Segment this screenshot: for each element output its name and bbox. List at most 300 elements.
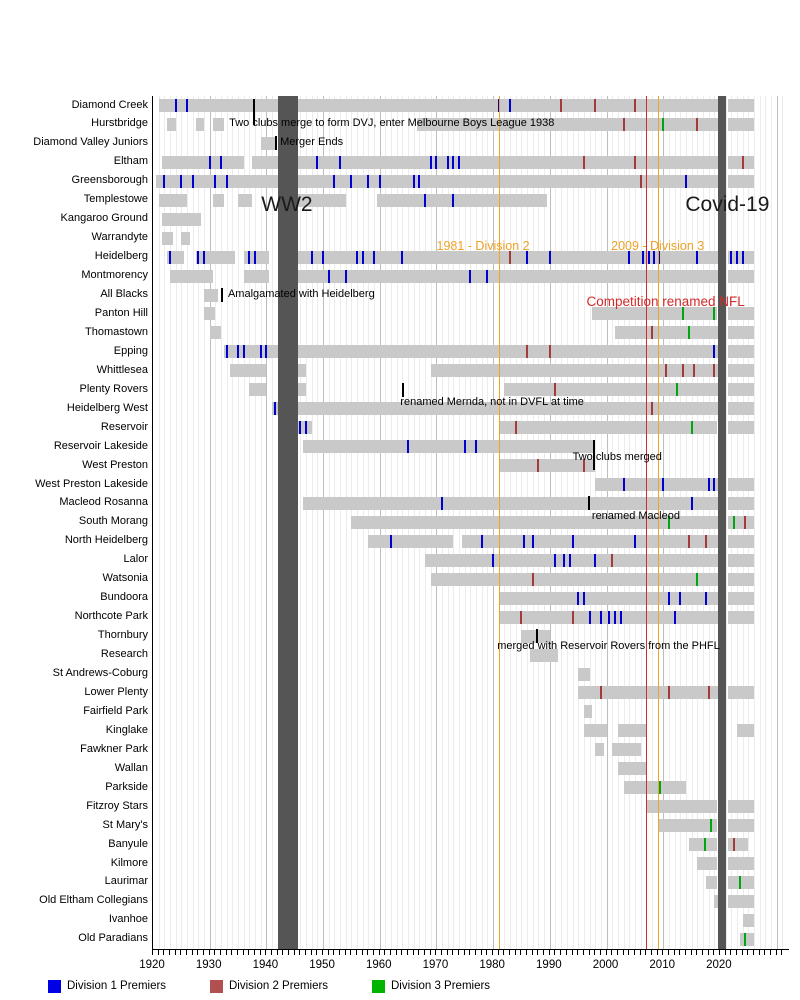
- axis-tick: [260, 950, 261, 955]
- period-label: 1981 - Division 2: [436, 239, 530, 253]
- axis-tick: [770, 950, 771, 955]
- club-label: Parkside: [105, 780, 148, 793]
- club-label: Reservoir Lakeside: [53, 439, 148, 452]
- premiership-tick-division1: [583, 592, 585, 605]
- premiership-tick-division1: [674, 611, 676, 624]
- premiership-tick-division1: [742, 251, 744, 264]
- axis-tick: [537, 950, 538, 955]
- club-label: Fawkner Park: [80, 742, 148, 755]
- club-label: Thornbury: [97, 629, 148, 642]
- existence-bar: [230, 364, 267, 377]
- axis-tick: [623, 950, 624, 955]
- axis-tick: [254, 950, 255, 955]
- premiership-tick-division1: [209, 156, 211, 169]
- year-gridline: [771, 96, 772, 949]
- premiership-tick-division1: [339, 156, 341, 169]
- premiership-tick-division1: [441, 497, 443, 510]
- axis-tick: [418, 950, 419, 955]
- existence-bar: [224, 345, 278, 358]
- axis-tick: [589, 950, 590, 955]
- club-label: Lalor: [123, 553, 148, 566]
- club-label: Epping: [113, 344, 148, 357]
- premiership-tick-division2: [688, 535, 690, 548]
- axis-tick: [577, 950, 578, 955]
- year-gridline: [244, 96, 245, 949]
- premiership-tick-division1: [401, 251, 403, 264]
- premiership-tick-division2: [526, 345, 528, 358]
- premiership-tick-division1: [554, 554, 556, 567]
- axis-tick: [180, 950, 181, 955]
- existence-bar: [162, 213, 202, 226]
- division2-swatch: [210, 980, 223, 993]
- premiership-tick-division1: [220, 156, 222, 169]
- axis-tick: [628, 950, 629, 955]
- axis-tick: [282, 950, 283, 955]
- premiership-tick-division1: [248, 251, 250, 264]
- premiership-tick-division1: [311, 251, 313, 264]
- axis-tick: [345, 950, 346, 955]
- premiership-tick-division3: [659, 781, 661, 794]
- axis-tick: [600, 950, 601, 955]
- axis-tick: [175, 950, 176, 955]
- year-gridline: [272, 96, 273, 949]
- existence-bar: [213, 194, 224, 207]
- axis-tick: [696, 950, 697, 955]
- axis-tick: [197, 950, 198, 955]
- premiership-tick-division1: [469, 270, 471, 283]
- axis-tick: [606, 950, 607, 955]
- axis-tick: [662, 950, 663, 955]
- axis-year-label: 1930: [195, 959, 222, 971]
- existence-bar: [504, 383, 719, 396]
- existence-bar: [595, 743, 604, 756]
- premiership-tick-division1: [600, 611, 602, 624]
- axis-tick: [158, 950, 159, 955]
- axis-tick: [685, 950, 686, 955]
- annotation-label: Merger Ends: [280, 136, 344, 149]
- premiership-tick-division1: [226, 345, 228, 358]
- existence-bar: [728, 307, 754, 320]
- existence-bar: [728, 326, 754, 339]
- year-gridline: [329, 96, 330, 949]
- axis-tick: [759, 950, 760, 955]
- club-label: Montmorency: [81, 269, 148, 282]
- axis-tick: [776, 950, 777, 955]
- premiership-tick-division1: [435, 156, 437, 169]
- existence-bar: [431, 573, 720, 586]
- premiership-tick-division1: [418, 175, 420, 188]
- premiership-tick-division1: [390, 535, 392, 548]
- club-label: Kinglake: [105, 723, 148, 736]
- axis-tick: [515, 950, 516, 955]
- annotation-tick: [221, 288, 223, 302]
- existence-bar: [431, 364, 720, 377]
- axis-tick: [413, 950, 414, 955]
- axis-tick: [322, 950, 323, 955]
- legend-label: Division 2 Premiers: [229, 980, 329, 992]
- axis-tick: [379, 950, 380, 955]
- premiership-tick-division1: [730, 251, 732, 264]
- existence-bar: [728, 118, 754, 131]
- axis-tick: [430, 950, 431, 955]
- premiership-tick-division1: [305, 421, 307, 434]
- axis-tick: [265, 950, 266, 955]
- premiership-tick-division1: [713, 478, 715, 491]
- existence-bar: [303, 440, 595, 453]
- axis-tick: [220, 950, 221, 955]
- axis-tick: [452, 950, 453, 955]
- axis-tick: [311, 950, 312, 955]
- premiership-tick-division1: [424, 194, 426, 207]
- premiership-tick-division1: [260, 345, 262, 358]
- premiership-tick-division2: [537, 459, 539, 472]
- axis-tick: [498, 950, 499, 955]
- axis-tick: [333, 950, 334, 955]
- legend-label: Division 3 Premiers: [391, 980, 491, 992]
- axis-tick: [186, 950, 187, 955]
- premiership-tick-division2: [682, 364, 684, 377]
- decade-gridline: [210, 96, 211, 949]
- axis-tick: [532, 950, 533, 955]
- premiership-tick-division1: [447, 156, 449, 169]
- premiership-tick-division1: [299, 421, 301, 434]
- axis-tick: [469, 950, 470, 955]
- axis-tick: [736, 950, 737, 955]
- premiership-tick-division3: [696, 573, 698, 586]
- axis-tick: [271, 950, 272, 955]
- axis-tick: [702, 950, 703, 955]
- existence-bar: [167, 118, 176, 131]
- premiership-tick-division3: [682, 307, 684, 320]
- club-label: Heidelberg: [94, 250, 148, 263]
- axis-tick: [248, 950, 249, 955]
- annotation-tick: [402, 383, 404, 397]
- year-gridline: [760, 96, 761, 949]
- year-gridline: [215, 96, 216, 949]
- axis-tick: [742, 950, 743, 955]
- axis-tick: [781, 950, 782, 955]
- division2-start-line: [499, 96, 500, 949]
- premiership-tick-division2: [520, 611, 522, 624]
- existence-bar: [425, 554, 720, 567]
- axis-tick: [691, 950, 692, 955]
- year-gridline: [782, 96, 783, 949]
- premiership-tick-division2: [733, 838, 735, 851]
- premiership-tick-division1: [634, 535, 636, 548]
- axis-tick: [719, 950, 720, 955]
- axis-tick: [543, 950, 544, 955]
- premiership-tick-division1: [572, 535, 574, 548]
- axis-tick: [486, 950, 487, 955]
- axis-tick: [657, 950, 658, 955]
- premiership-tick-division1: [243, 345, 245, 358]
- premiership-tick-division1: [532, 535, 534, 548]
- premiership-tick-division1: [226, 175, 228, 188]
- year-gridline: [346, 96, 347, 949]
- premiership-tick-division3: [739, 876, 741, 889]
- premiership-tick-division1: [345, 270, 347, 283]
- existence-bar: [462, 535, 720, 548]
- year-gridline: [232, 96, 233, 949]
- premiership-tick-division2: [665, 364, 667, 377]
- existence-bar: [728, 686, 754, 699]
- existence-bar: [170, 270, 213, 283]
- year-gridline: [312, 96, 313, 949]
- division3-swatch: [372, 980, 385, 993]
- existence-bar: [238, 194, 252, 207]
- existence-bar: [728, 497, 754, 510]
- axis-tick: [237, 950, 238, 955]
- premiership-tick-division2: [668, 686, 670, 699]
- existence-bar: [728, 592, 754, 605]
- club-label: Templestowe: [83, 193, 148, 206]
- axis-tick: [441, 950, 442, 955]
- premiership-tick-division1: [322, 251, 324, 264]
- year-gridline: [340, 96, 341, 949]
- axis-tick: [764, 950, 765, 955]
- axis-tick: [231, 950, 232, 955]
- premiership-tick-division1: [713, 345, 715, 358]
- existence-bar: [298, 156, 720, 169]
- premiership-tick-division1: [486, 270, 488, 283]
- existence-bar: [706, 876, 717, 889]
- axis-year-label: 1970: [422, 959, 449, 971]
- club-label: St Mary's: [102, 818, 148, 831]
- premiership-tick-division1: [237, 345, 239, 358]
- axis-tick: [503, 950, 504, 955]
- year-gridline: [159, 96, 160, 949]
- decade-gridline: [777, 96, 778, 949]
- axis-tick: [509, 950, 510, 955]
- club-label: Whittlesea: [96, 363, 148, 376]
- axis-tick: [384, 950, 385, 955]
- club-label: Old Eltham Collegians: [39, 894, 148, 907]
- axis-tick: [549, 950, 550, 955]
- axis-tick: [713, 950, 714, 955]
- club-label: Kilmore: [110, 856, 148, 869]
- club-label: Heidelberg West: [66, 401, 148, 414]
- axis-tick: [520, 950, 521, 955]
- axis-tick: [192, 950, 193, 955]
- axis-tick: [611, 950, 612, 955]
- axis-tick: [674, 950, 675, 955]
- existence-bar: [728, 535, 754, 548]
- annotation-tick: [588, 496, 590, 510]
- axis-tick: [390, 950, 391, 955]
- existence-bar: [728, 819, 754, 832]
- axis-tick: [396, 950, 397, 955]
- existence-bar: [244, 270, 270, 283]
- existence-bar: [728, 99, 754, 112]
- club-label: Old Paradians: [78, 932, 148, 945]
- premiership-tick-division1: [452, 156, 454, 169]
- period-label: 2009 - Division 3: [611, 239, 705, 253]
- axis-tick: [203, 950, 204, 955]
- axis-tick: [407, 950, 408, 955]
- axis-tick: [572, 950, 573, 955]
- existence-bar: [298, 345, 720, 358]
- premiership-tick-division1: [407, 440, 409, 453]
- premiership-tick-division1: [481, 535, 483, 548]
- club-label: Fitzroy Stars: [86, 799, 148, 812]
- premiership-tick-division1: [350, 175, 352, 188]
- year-gridline: [765, 96, 766, 949]
- division1-swatch: [48, 980, 61, 993]
- existence-bar: [499, 421, 717, 434]
- existence-bar: [499, 592, 720, 605]
- club-label: Lower Plenty: [84, 685, 148, 698]
- premiership-tick-division1: [614, 611, 616, 624]
- premiership-tick-division2: [634, 156, 636, 169]
- annotation-tick: [275, 136, 277, 150]
- premiership-tick-division2: [554, 383, 556, 396]
- premiership-tick-division2: [560, 99, 562, 112]
- axis-year-label: 2010: [649, 959, 675, 971]
- club-label: Kangaroo Ground: [60, 212, 148, 225]
- axis-tick: [481, 950, 482, 955]
- existence-bar: [728, 838, 748, 851]
- annotation-label: Two clubs merge to form DVJ, enter Melbourne Boys League 1938: [229, 117, 555, 130]
- club-label: West Preston: [82, 458, 148, 471]
- existence-bar: [156, 175, 720, 188]
- existence-bar: [728, 573, 754, 586]
- plot-area: [152, 96, 788, 949]
- existence-bar: [615, 326, 720, 339]
- club-label: St Andrews-Coburg: [52, 667, 148, 679]
- existence-bar: [162, 156, 244, 169]
- axis-tick: [288, 950, 289, 955]
- axis-year-label: 1940: [252, 959, 279, 971]
- existence-bar: [728, 611, 754, 624]
- premiership-tick-division1: [274, 402, 276, 415]
- axis-year-label: 1950: [309, 959, 335, 971]
- existence-bar: [728, 800, 754, 813]
- premiership-tick-division1: [367, 175, 369, 188]
- premiership-tick-division1: [186, 99, 188, 112]
- premiership-tick-division2: [572, 611, 574, 624]
- axis-tick: [350, 950, 351, 955]
- axis-tick: [554, 950, 555, 955]
- premiership-tick-division2: [600, 686, 602, 699]
- annotation-label: Amalgamated with Heidelberg: [227, 288, 375, 300]
- premiership-tick-division2: [611, 554, 613, 567]
- axis-tick: [214, 950, 215, 955]
- existence-bar: [584, 724, 607, 737]
- annotation-label: Two clubs merged: [572, 450, 662, 463]
- premiership-tick-division1: [589, 611, 591, 624]
- axis-tick: [226, 950, 227, 955]
- axis-year-label: 2020: [706, 959, 732, 971]
- axis-tick: [747, 950, 748, 955]
- existence-bar: [204, 307, 215, 320]
- premiership-tick-division1: [163, 175, 165, 188]
- axis-tick: [362, 950, 363, 955]
- club-label: Thomastown: [85, 325, 148, 338]
- existence-bar: [210, 326, 221, 339]
- axis-tick: [464, 950, 465, 955]
- axis-year-label: 2000: [592, 959, 619, 971]
- premiership-tick-division3: [733, 516, 735, 529]
- existence-bar: [584, 705, 593, 718]
- existence-bar: [728, 402, 754, 415]
- premiership-tick-division1: [594, 554, 596, 567]
- premiership-tick-division3: [704, 838, 706, 851]
- decade-gridline: [323, 96, 324, 949]
- premiership-tick-division1: [705, 592, 707, 605]
- premiership-tick-division1: [736, 251, 738, 264]
- premiership-tick-division1: [379, 175, 381, 188]
- premiership-tick-division1: [668, 592, 670, 605]
- axis-tick: [651, 950, 652, 955]
- club-label: North Heidelberg: [64, 534, 148, 547]
- club-label: Ivanhoe: [108, 913, 148, 926]
- premiership-tick-division2: [583, 156, 585, 169]
- existence-bar: [196, 118, 205, 131]
- axis-tick: [583, 950, 584, 955]
- year-gridline: [227, 96, 228, 949]
- axis-tick: [294, 950, 295, 955]
- premiership-tick-division1: [475, 440, 477, 453]
- premiership-tick-division2: [515, 421, 517, 434]
- year-gridline: [306, 96, 307, 949]
- annotation-label: renamed Macleod: [591, 509, 680, 522]
- premiership-tick-division2: [532, 573, 534, 586]
- premiership-tick-division3: [691, 421, 693, 434]
- existence-bar: [728, 876, 754, 889]
- axis-tick: [645, 950, 646, 955]
- premiership-tick-division2: [742, 156, 744, 169]
- premiership-tick-division1: [685, 175, 687, 188]
- premiership-tick-division1: [662, 478, 664, 491]
- legend-label: Division 1 Premiers: [67, 980, 167, 992]
- existence-bar: [261, 137, 275, 150]
- premiership-tick-division3: [744, 933, 746, 946]
- existence-bar: [578, 668, 589, 681]
- axis-tick: [526, 950, 527, 955]
- axis-tick: [316, 950, 317, 955]
- premiership-tick-division1: [623, 478, 625, 491]
- existence-bar: [196, 251, 236, 264]
- axis-tick: [169, 950, 170, 955]
- premiership-tick-division2: [651, 402, 653, 415]
- existence-bar: [737, 724, 754, 737]
- axis-year-label: 1980: [479, 959, 505, 971]
- premiership-tick-division2: [696, 118, 698, 131]
- premiership-tick-division1: [492, 554, 494, 567]
- club-label: Laurimar: [104, 875, 148, 888]
- existence-bar: [377, 194, 547, 207]
- existence-bar: [728, 857, 754, 870]
- existence-bar: [618, 724, 646, 737]
- year-gridline: [204, 96, 205, 949]
- axis-tick: [299, 950, 300, 955]
- axis-tick: [566, 950, 567, 955]
- club-label: Greensborough: [71, 174, 148, 187]
- axis-tick: [373, 950, 374, 955]
- axis-tick: [447, 950, 448, 955]
- premiership-tick-division2: [744, 516, 746, 529]
- period-label: WW2: [261, 193, 313, 216]
- year-gridline: [255, 96, 256, 949]
- axis-tick: [668, 950, 669, 955]
- existence-bar: [618, 762, 646, 775]
- premiership-tick-division2: [708, 686, 710, 699]
- axis-tick: [209, 950, 210, 955]
- axis-tick: [356, 950, 357, 955]
- premiership-tick-division1: [328, 270, 330, 283]
- existence-bar: [697, 857, 717, 870]
- existence-bar: [743, 914, 754, 927]
